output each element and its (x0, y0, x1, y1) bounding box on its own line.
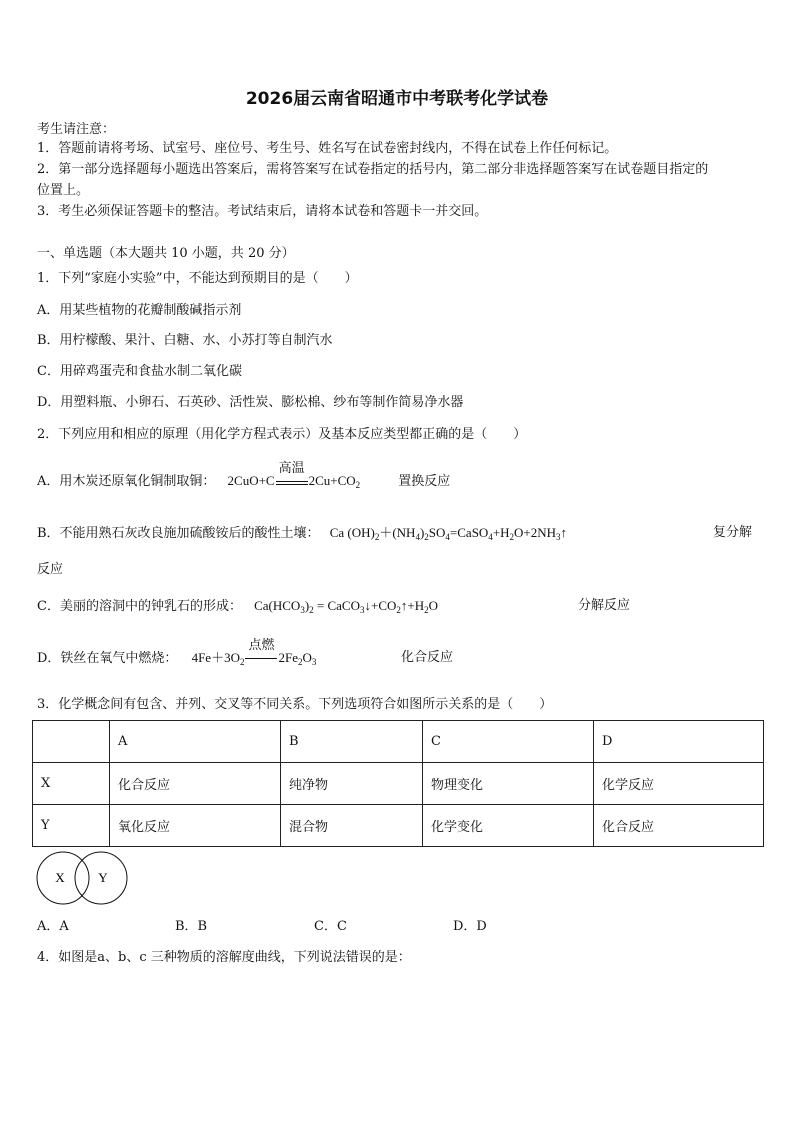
q2-option-b-type-cont: 反应 (37, 562, 64, 577)
q1-stem: 1．下列“家庭小实验”中，不能达到预期目的是（ ） (37, 271, 358, 286)
table-cell (33, 721, 110, 763)
table-cell: X (33, 763, 110, 805)
eq-right: 2Fe (278, 650, 298, 665)
q1-option-c: C．用碎鸡蛋壳和食盐水制二氧化碳 (37, 364, 242, 379)
venn-label-x: X (55, 870, 65, 885)
q3-answer-d: D．D (453, 919, 487, 934)
notice-item-3: 3．考生必须保证答题卡的整洁。考试结束后，请将本试卷和答题卡一并交回。 (37, 204, 488, 219)
notice-item-2-cont: 位置上。 (37, 183, 90, 198)
table-cell: 化学变化 (423, 805, 594, 847)
notice-heading: 考生请注意： (37, 122, 116, 137)
q2-option-b-type: 复分解 (713, 525, 753, 540)
table-cell: 物理变化 (423, 763, 594, 805)
q2-option-c-equation: $Ca(HCO_3)_2$ = $CaCO_3↓+CO_2↑+H_2O$ (254, 598, 439, 615)
q2-option-d-text: D．铁丝在氧气中燃烧： (37, 651, 178, 666)
q2-option-a-equation: 2CuO+C 高温 $2Cu+CO_2$ (227, 460, 361, 490)
q2-option-a-type: 置换反应 (398, 474, 451, 489)
q2-option-d-type: 化合反应 (401, 650, 454, 665)
q2-option-a (37, 460, 451, 490)
notice-item-1: 1．答题前请将考场、试室号、座位号、考生号、姓名写在试卷密封线内，不得在试卷上作任何标记。 (37, 141, 618, 156)
q3-table (32, 720, 764, 847)
table-cell: 化合反应 (594, 805, 764, 847)
q2-option-c (37, 598, 438, 615)
q2-option-c-type: 分解反应 (578, 598, 631, 613)
table-cell: D (594, 721, 764, 763)
q3-answer-a: A．A (37, 919, 69, 934)
table-cell: A (110, 721, 281, 763)
table-cell: 化学反应 (594, 763, 764, 805)
table-cell: 氧化反应 (110, 805, 281, 847)
section-heading: 一、单选题（本大题共 10 小题，共 20 分） (37, 246, 295, 261)
table-row (33, 721, 764, 763)
table-row (33, 763, 764, 805)
q3-answer-c: C．C (314, 919, 347, 934)
q2-option-d (37, 637, 317, 667)
q1-option-d: D．用塑料瓶、小卵石、石英砂、活性炭、膨松棉、纱布等制作简易净水器 (37, 395, 464, 410)
table-cell: 混合物 (281, 805, 423, 847)
table-cell: 化合反应 (110, 763, 281, 805)
eq-left: 2CuO+C (227, 473, 275, 488)
q2-option-b-text: B．不能用熟石灰改良施加硫酸铵后的酸性土壤： (37, 526, 320, 541)
table-cell: C (423, 721, 594, 763)
q4-stem: 4．如图是a、b、c 三种物质的溶解度曲线，下列说法错误的是： (37, 950, 411, 965)
eq-left: 4Fe＋3O (191, 650, 240, 665)
q2-option-b (37, 525, 567, 542)
reaction-condition-arrow (275, 460, 309, 490)
reaction-condition: 高温 (278, 460, 305, 476)
table-cell: B (281, 721, 423, 763)
q3-stem: 3．化学概念间有包含、并列、交叉等不同关系。下列选项符合如图所示关系的是（ ） (37, 697, 553, 712)
q2-option-c-text: C．美丽的溶洞中的钟乳石的形成： (37, 599, 242, 614)
table-cell: 纯净物 (281, 763, 423, 805)
q1-option-a: A．用某些植物的花瓣制酸碱指示剂 (37, 303, 242, 318)
table-row (33, 805, 764, 847)
reaction-condition: 点燃 (248, 637, 275, 653)
venn-diagram (36, 850, 132, 910)
q2-option-d-equation: $4Fe+3O_2$ 点燃 $2Fe_2O_3$ (191, 637, 317, 667)
venn-label-y: Y (98, 870, 108, 885)
eq-right: 2Cu+CO (308, 473, 356, 488)
q2-stem: 2．下列应用和相应的原理（用化学方程式表示）及基本反应类型都正确的是（ ） (37, 427, 527, 442)
reaction-condition-arrow (244, 637, 278, 667)
q1-option-b: B．用柠檬酸、果汁、白糖、水、小苏打等自制汽水 (37, 333, 333, 348)
q2-option-a-text: A．用木炭还原氧化铜制取铜： (37, 474, 216, 489)
table-cell: Y (33, 805, 110, 847)
notice-item-2: 2．第一部分选择题每小题选出答案后，需将答案写在试卷指定的括号内，第二部分非选择题答案写在试卷题目指定的 (37, 162, 709, 177)
q3-answer-b: B．B (175, 919, 208, 934)
page-title: 2026届云南省昭通市中考联考化学试卷 (245, 89, 549, 109)
q2-option-b-equation: Ca $(OH)_2+(NH_4)_2SO_4=CaSO_4+H_2O+2NH_3↑$ (329, 525, 568, 542)
